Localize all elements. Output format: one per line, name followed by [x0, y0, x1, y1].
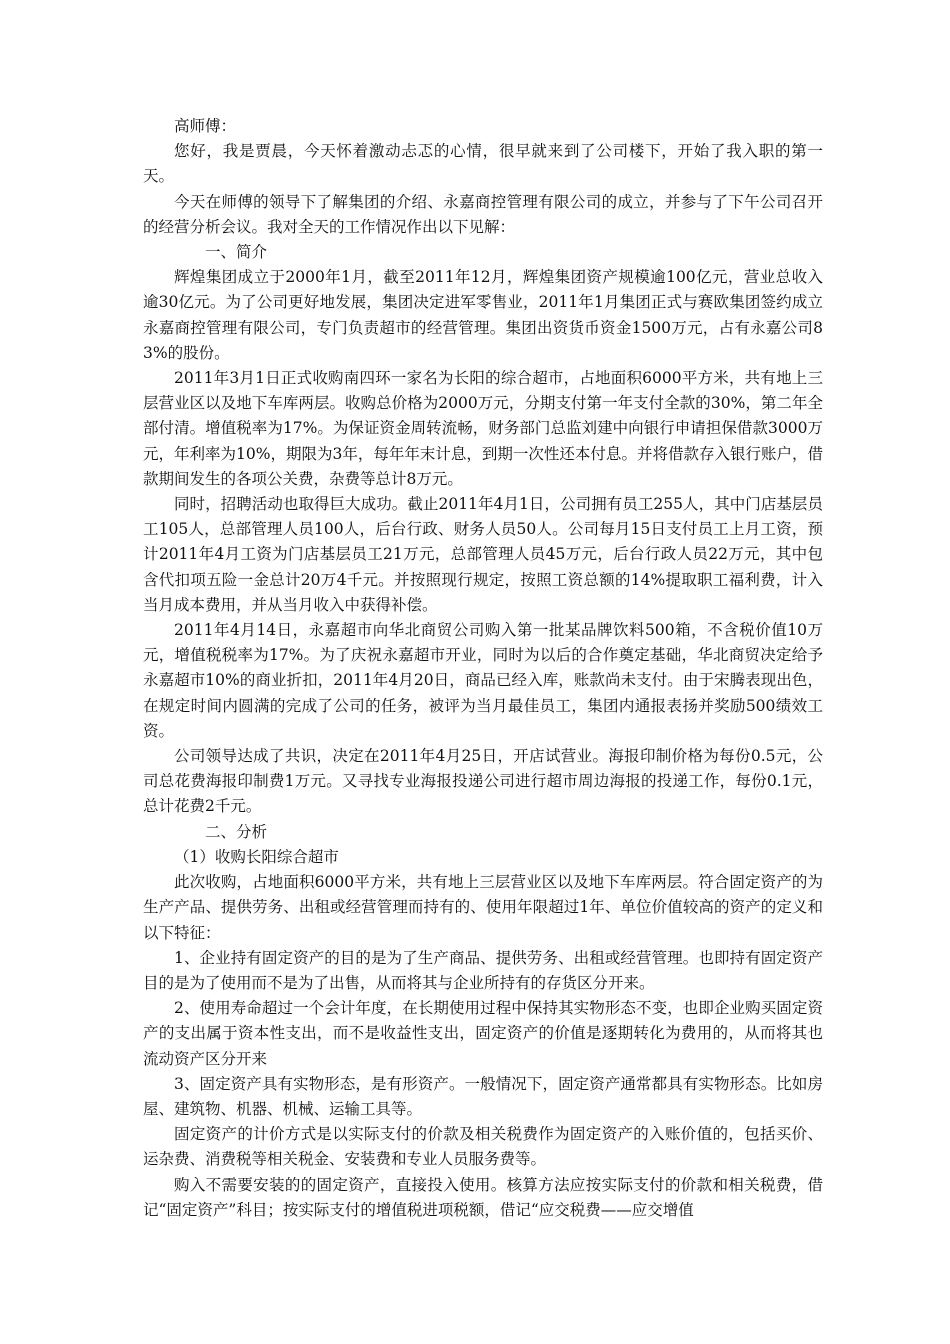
- paragraph-acquisition: 2011年3月1日正式收购南四环一家名为长阳的综合超市，占地面积6000平方米，共有地上三层营业区以及地下车库两层。收购总价格为2000万元，分期支付第一年支付全款的30%，第二年全部付清。增值税率为17%。为保证资金周转流畅，财务部门总监刘建中向银行申请担保借款3000万元，年利率为10%，期限为3年，每年年末计息，到期一次性还本付息。并将借款存入银行账户，借款期间发生的各项公关费，杂费等总计8万元。: [143, 369, 823, 488]
- salutation: 高师傅：: [174, 117, 237, 135]
- paragraph-accounting: 购入不需要安装的的固定资产，直接投入使用。核算方法应按实际支付的价款和相关税费，借记“固定资产”科目；按实际支付的增值税进项税额，借记“应交税费——应交增值: [143, 1175, 823, 1219]
- paragraph-purchase: 2011年4月14日，永嘉超市向华北商贸公司购入第一批某品牌饮料500箱，不含税价值10万元，增值税税率为17%。为了庆祝永嘉超市开业，同时为以后的合作奠定基础，华北商贸决定给予永嘉超市10%的商业折扣，2011年4月20日，商品已经入库，账款尚未支付。由于宋腾表现出色，在规定时间内圆满的完成了公司的任务，被评为当月最佳员工，集团内通报表扬并奖励500绩效工资。: [143, 621, 823, 740]
- paragraph-greeting: 您好，我是贾晨，今天怀着激动忐忑的心情，很早就来到了公司楼下，开始了我入职的第一天。: [143, 142, 823, 186]
- paragraph-recruitment: 同时，招聘活动也取得巨大成功。截止2011年4月1日，公司拥有员工255人，其中门店基层员工105人，总部管理人员100人，后台行政、财务人员50人。公司每月15日支付员工上月工资，预计2011年4月工资为门店基层员工21万元，总部管理人员45万元，后台行政人员22万元，其中包含代扣项五险一金总计20万4千元。并按照现行规定，按照工资总额的14%提取职工福利费，计入当月成本费用，并从当月收入中获得补偿。: [143, 495, 823, 614]
- paragraph-opening: 公司领导达成了共识，决定在2011年4月25日，开店试营业。海报印制价格为每份0.5元，公司总花费海报印制费1万元。又寻找专业海报投递公司进行超市周边海报的投递工作，每份0.1元，总计花费2千元。: [143, 747, 823, 816]
- section-heading-intro: 一、简介: [205, 243, 268, 262]
- paragraph-overview: 今天在师傅的领导下了解集团的介绍、永嘉商控管理有限公司的成立，并参与了下午公司召开的经营分析会议。我对全天的工作情况作出以下见解：: [143, 192, 823, 236]
- paragraph-feature-3: 3、固定资产具有实物形态，是有形资产。一般情况下，固定资产通常都具有实物形态。比如房屋、建筑物、机器、机械、运输工具等。: [143, 1074, 823, 1118]
- paragraph-valuation: 固定资产的计价方式是以实际支付的价款及相关税费作为固定资产的入账价值的，包括买价、运杂费、消费税等相关税金、安装费和专业人员服务费等。: [143, 1125, 823, 1169]
- paragraph-group-intro: 辉煌集团成立于2000年1月，截至2011年12月，辉煌集团资产规模逾100亿元，营业总收入逾30亿元。为了公司更好地发展，集团决定进军零售业，2011年1月集团正式与赛欧集团签约成立永嘉商控管理有限公司，专门负责超市的经营管理。集团出资货币资金1500万元，占有永嘉公司83%的股份。: [143, 268, 823, 362]
- subheading-acquisition: （1）收购长阳综合超市: [174, 847, 339, 866]
- paragraph-fixed-asset-definition: 此次收购，占地面积6000平方米，共有地上三层营业区以及地下车库两层。符合固定资产的为生产产品、提供劳务、出租或经营管理而持有的、使用年限超过1年、单位价值较高的资产的定义和以下特征：: [143, 873, 823, 942]
- paragraph-feature-2: 2、使用寿命超过一个会计年度，在长期使用过程中保持其实物形态不变，也即企业购买固定资产的支出属于资本性支出，而不是收益性支出，固定资产的价值是逐期转化为费用的，从而将其也流动资产区分开来: [143, 999, 823, 1068]
- section-heading-analysis: 二、分析: [205, 822, 268, 841]
- document-page: [143, 114, 823, 1223]
- paragraph-feature-1: 1、企业持有固定资产的目的是为了生产商品、提供劳务、出租或经营管理。也即持有固定资产目的是为了使用而不是为了出售，从而将其与企业所持有的存货区分开来。: [143, 948, 823, 992]
